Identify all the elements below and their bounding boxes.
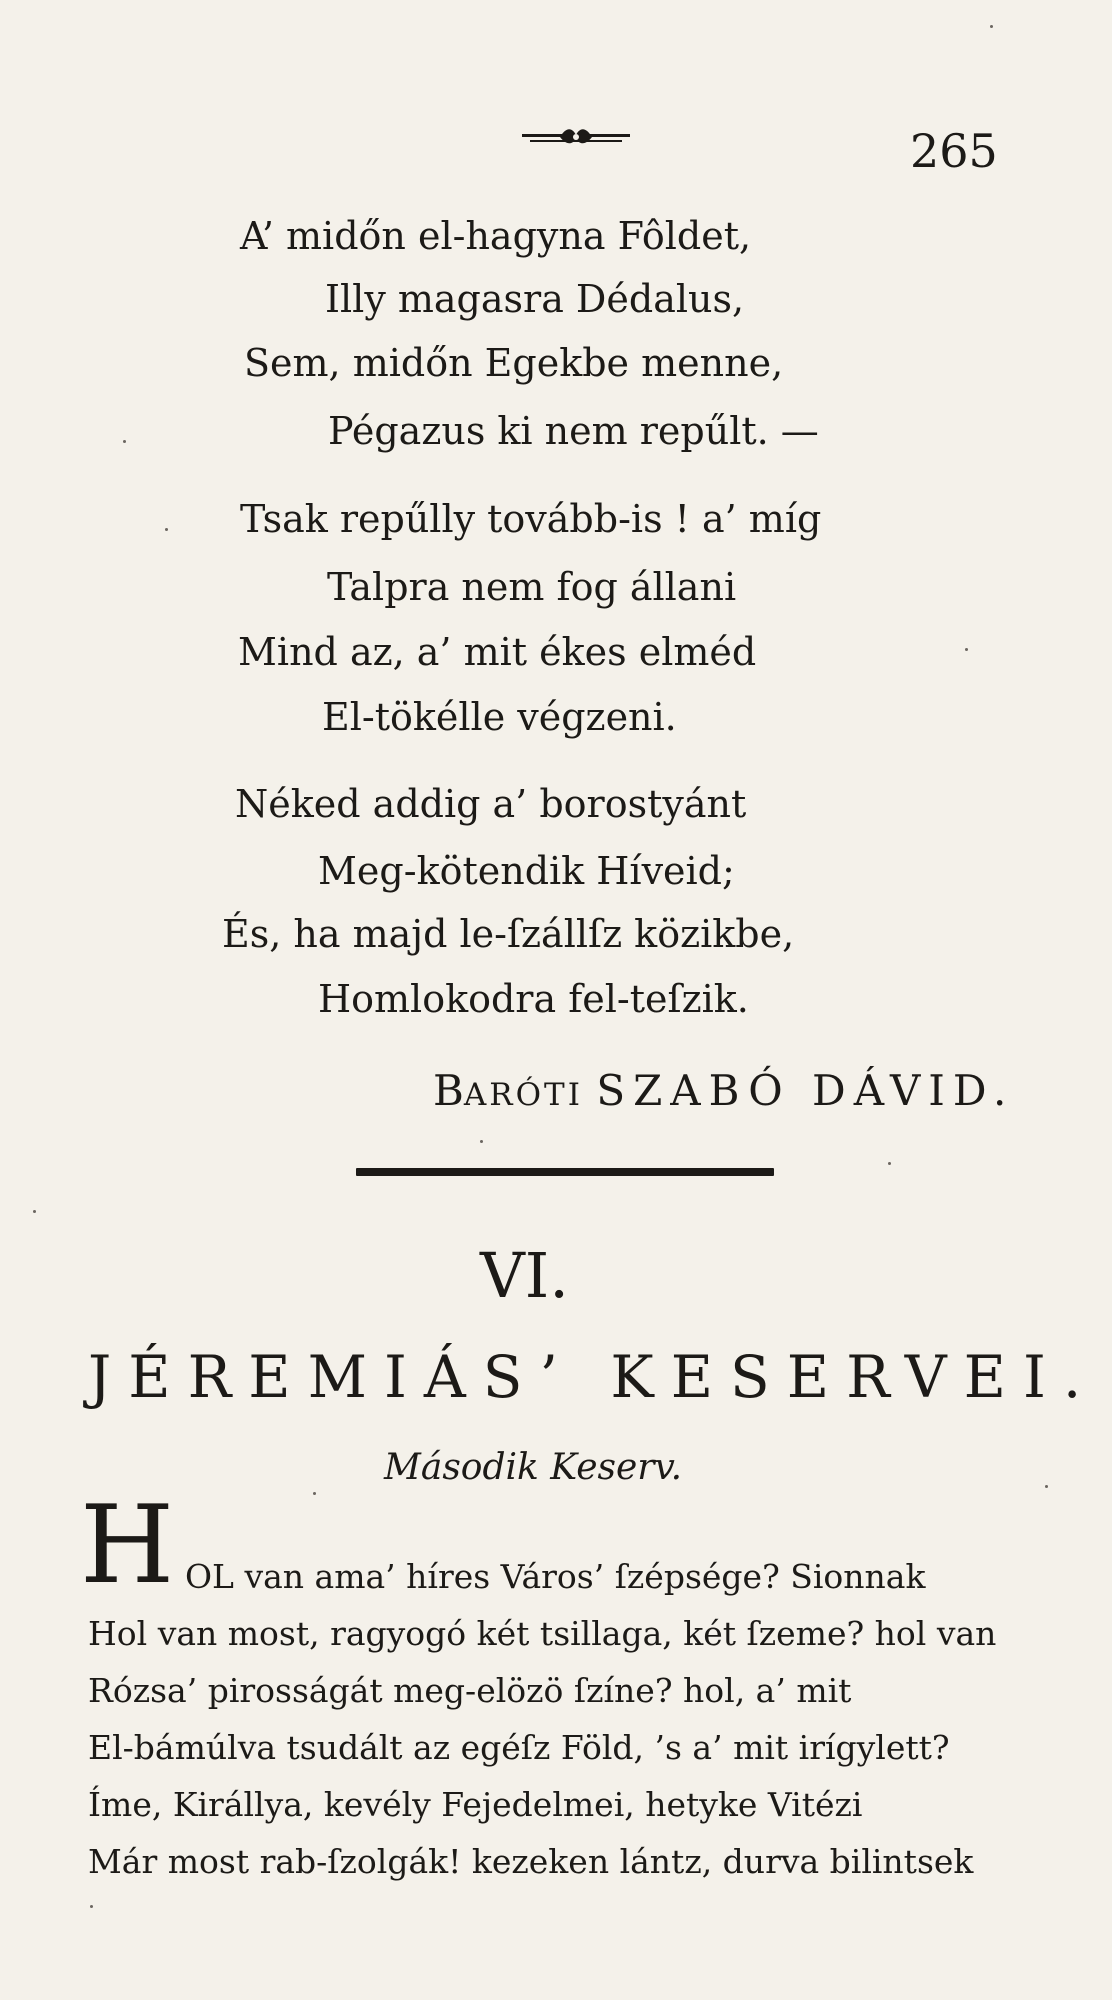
prose-line: Hol van most, ragyogó két tsillaga, két ſzeme? hol van	[88, 1614, 997, 1653]
section-subtitle: Második Keserv.	[384, 1447, 683, 1488]
paper-speck	[965, 648, 968, 651]
paper-speck	[313, 1492, 316, 1495]
paper-speck	[33, 1210, 36, 1213]
page-number: 265	[910, 124, 998, 178]
poem-line: A’ midőn el-hagyna Fôldet,	[240, 214, 752, 258]
prose-line: Rózsa’ pirosságát meg-elözö ſzíne? hol, a’ mit	[88, 1671, 852, 1710]
poem-line: Talpra nem fog állani	[327, 565, 737, 609]
paper-speck	[123, 440, 126, 443]
poem-line: Sem, midőn Egekbe menne,	[244, 341, 784, 385]
section-divider-rule	[356, 1168, 774, 1176]
prose-line: Már most rab-ſzolgák! kezeken lántz, durva bilintsek	[88, 1842, 974, 1881]
poem-author	[433, 1066, 1015, 1115]
poem-line: Meg-kötendik Híveid;	[318, 849, 735, 893]
author-initial: B	[433, 1066, 464, 1115]
paper-speck	[90, 1905, 93, 1908]
section-title: JÉREMIÁS’ KESERVEI.	[88, 1343, 1099, 1411]
prose-line: El-bámúlva tsudált az egéſz Föld, ’s a’ mit irígylett?	[88, 1728, 950, 1767]
prose-line: Íme, Királlya, kevély Fejedelmei, hetyke Vitézi	[88, 1785, 863, 1824]
poem-line: El-tökélle végzeni.	[322, 695, 677, 739]
paper-speck	[990, 25, 993, 28]
author-name: SZABÓ DÁVID.	[596, 1066, 1015, 1115]
poem-line: Néked addig a’ borostyánt	[235, 782, 747, 826]
drop-cap-initial: H	[80, 1483, 175, 1608]
paper-speck	[480, 1140, 483, 1143]
fleuron-ornament-icon	[520, 125, 632, 149]
poem-line: És, ha majd le-ſzállſz közikbe,	[222, 912, 795, 956]
paper-speck	[1045, 1485, 1048, 1488]
author-prefix-small-caps: ARÓTI	[463, 1077, 583, 1113]
section-number: VI.	[480, 1239, 569, 1312]
poem-line: Mind az, a’ mit ékes elméd	[238, 630, 757, 674]
paper-speck	[165, 528, 168, 531]
paper-speck	[888, 1162, 891, 1165]
poem-line: Homlokodra fel-teſzik.	[318, 977, 749, 1021]
poem-line: Illy magasra Dédalus,	[325, 277, 745, 321]
prose-line: OL van ama’ híres Város’ ſzépsége? Sionnak	[185, 1557, 926, 1596]
poem-line: Tsak repűlly tovább-is ! a’ míg	[240, 497, 822, 541]
poem-line: Pégazus ki nem repűlt. —	[328, 409, 819, 453]
